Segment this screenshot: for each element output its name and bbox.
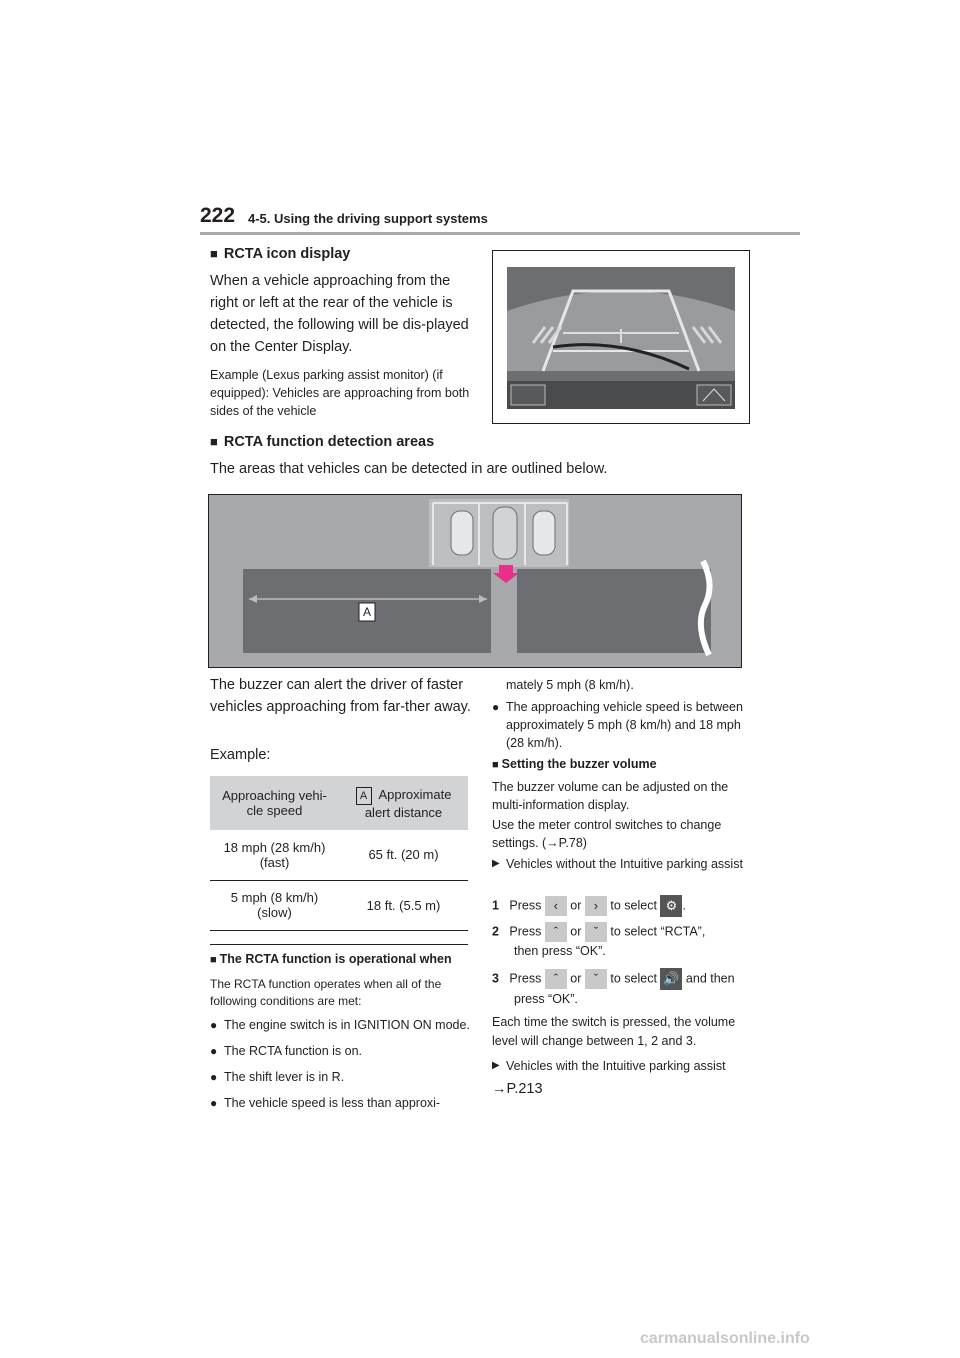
- list-item: ● The shift lever is in R.: [210, 1070, 345, 1084]
- operational-intro: The RCTA function operates when all of the following conditions are met:: [210, 977, 442, 1008]
- left-arrow-icon: ‹: [545, 896, 567, 916]
- zone-label-a: A: [362, 605, 371, 619]
- right-arrow-icon: ›: [585, 896, 607, 916]
- speed-cell: 18 mph (28 km/h) (fast): [223, 839, 326, 870]
- col-distance-header: A Approximate alert distance: [339, 776, 468, 830]
- condition-continued: mately 5 mph (8 km/h).: [506, 678, 634, 692]
- table-header-row: [210, 776, 468, 830]
- up-arrow-icon: ˆ: [545, 922, 567, 942]
- detection-heading: ■ RCTA function detection areas: [210, 434, 435, 450]
- center-display-figure: [492, 250, 750, 424]
- up-arrow-icon: ˆ: [545, 969, 567, 989]
- gear-icon: ⚙: [660, 895, 682, 917]
- down-arrow-icon: ˇ: [585, 969, 607, 989]
- list-item: ● The vehicle speed is less than approxi-: [210, 1096, 441, 1110]
- list-item: ● The approaching vehicle speed is between approximately 5 mph (8 km/h) and 18 mph (28 km/h).: [492, 700, 743, 750]
- down-arrow-icon: ˇ: [585, 922, 607, 942]
- speed-cell: 5 mph (8 km/h) (slow): [230, 890, 319, 920]
- section-title: 4-5. Using the driving support systems: [248, 211, 488, 226]
- sub-heading-without: ▶ Vehicles without the Intuitive parking assist: [492, 857, 743, 871]
- list-item: ● The RCTA function is on.: [210, 1044, 363, 1058]
- center-display-illustration: [493, 251, 749, 423]
- col-speed-header: Approaching vehi-cle speed: [222, 788, 327, 818]
- step-1: 1 Press ‹ or › to select ⚙ .: [492, 895, 754, 917]
- table-row: [210, 830, 468, 880]
- page-reference-link[interactable]: →P.213: [492, 1081, 543, 1097]
- rcta-icon-body: When a vehicle approaching from the right or left at the rear of the vehicle is detected, the following will be dis-played on the Center Display.: [210, 273, 469, 355]
- marker-a: A: [356, 787, 372, 805]
- sub-heading-with: ▶ Vehicles with the Intuitive parking assist: [492, 1059, 726, 1073]
- distance-cell: 18 ft. (5.5 m): [366, 897, 441, 913]
- step-2: 2 Press ˆ or ˇ to select “RCTA”, then press “OK”.: [492, 924, 706, 958]
- speaker-icon: 🔊: [660, 968, 682, 990]
- buzzer-p2: Use the meter control switches to change settings. (→P.78): [492, 818, 722, 850]
- page-number: 222: [200, 204, 236, 227]
- example-label: Example:: [210, 747, 271, 763]
- header-rule: [200, 232, 800, 235]
- buzzer-volume-heading: ■ Setting the buzzer volume: [492, 757, 657, 771]
- step-3: 3 Press ˆ or ˇ to select 🔊 and then press “OK”.: [492, 968, 754, 1008]
- each-time-text: Each time the switch is pressed, the volume level will change between 1, 2 and 3.: [492, 1015, 736, 1048]
- buzzer-alert-text: The buzzer can alert the driver of faster vehicles approaching from far-ther away.: [210, 677, 471, 715]
- buzzer-p1: The buzzer volume can be adjusted on the multi-information display.: [492, 780, 729, 812]
- conditions-list: [210, 1016, 472, 1112]
- detection-body: The areas that vehicles can be detected in are outlined below.: [210, 461, 608, 477]
- rcta-icon-caption: Example (Lexus parking assist monitor) (if equipped): Vehicles are approaching from both sides of the vehicle: [210, 368, 470, 418]
- operational-heading: ■ The RCTA function is operational when: [210, 952, 452, 966]
- detection-area-figure: [208, 494, 742, 668]
- speed-table: [210, 776, 468, 931]
- divider: [210, 944, 468, 945]
- watermark: carmanualsonline.info: [640, 1330, 810, 1347]
- detection-area-illustration: [209, 495, 741, 667]
- distance-cell: 65 ft. (20 m): [368, 847, 439, 863]
- rcta-icon-heading: ■ RCTA icon display: [210, 246, 351, 262]
- list-item: ● The engine switch is in IGNITION ON mode.: [210, 1018, 470, 1032]
- table-row: [210, 880, 468, 930]
